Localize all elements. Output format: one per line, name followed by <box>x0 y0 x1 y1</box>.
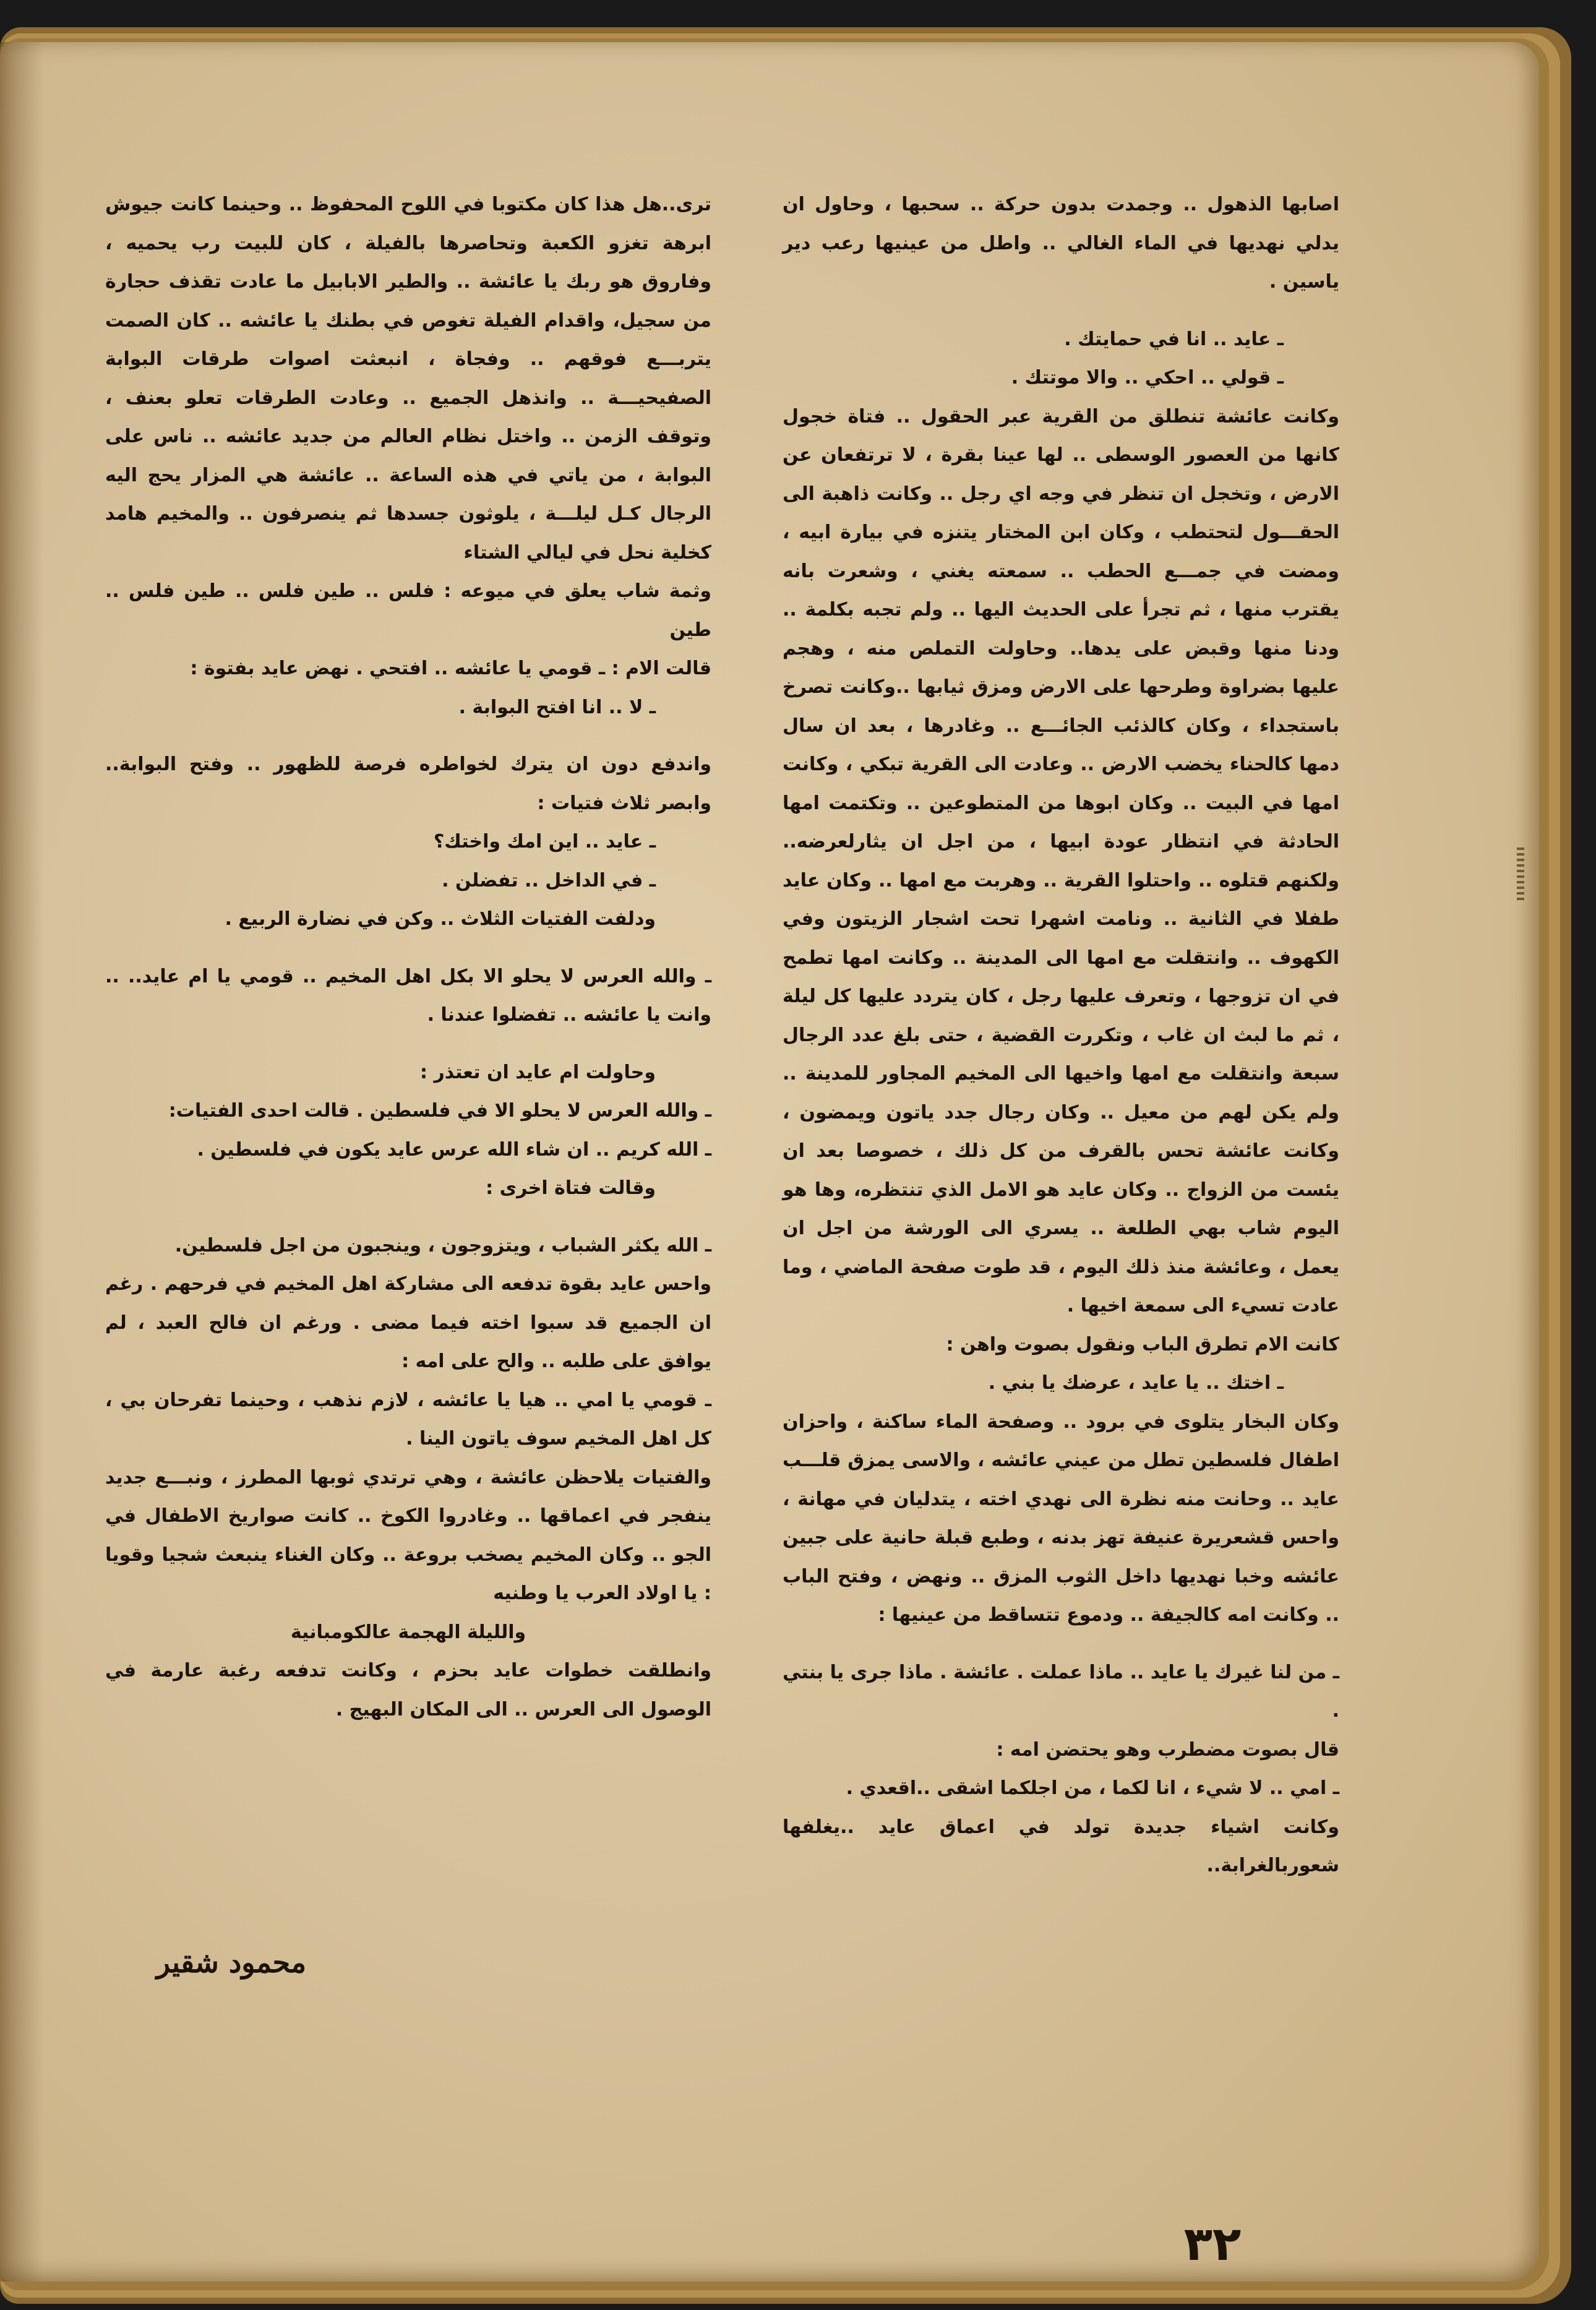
paragraph: ـ والله العرس لا يحلو الا في فلسطين . قالت احدى الفتيات: <box>168 1100 711 1122</box>
paragraph: ودلفت الفتيات الثلاث .. وكن في نضارة الربيع . <box>225 908 656 930</box>
paragraph: وكانت اشياء جديدة تولد في اعماق عايد ..يغلفها شعوربالغرابة.. <box>783 1816 1339 1876</box>
paragraph: وكانت عائشة تنطلق من القرية عبر الحقول .. فتاة خجول كانها من العصور الوسطى .. لها عينا بقرة ، لا ترتفعان عن الارض ، وتخجل ان تنظر في وجه اي رجل .. وكانت ذاهبة الى الحقـــول لتحتطب ، وكان ابن المختار يتنزه في بيارة ابيه ، ومضت في جمـــع الحطب .. سمعته يغني ، وشعرت بانه يقترب منها ، ثم تجرأ على الحديث اليها .. ولم تجبه بكلمة .. ودنا منها وقبض على يدها.. وحاولت التملص منه ، وهجم عليها بضراوة وطرحها على الارض ومزق ثيابها ..وكانت تصرخ باستجداء ، وكان كالذئب الجائـــع .. وغادرها ، بعد ان سال دمها كالحناء يخضب الارض .. وعادت الى القرية تبكي ، وكانت امها في البيت .. وكان ابوها من المتطوعين .. وتكتمت امها الحادثة في انتظار عودة ابيها ، من اجل ان يثارلعرضه.. ولكنهم قتلوه .. واحتلوا القرية .. وهربت مع امها .. وكان عايد طفلا في الثانية .. ونامت اشهرا تحت اشجار الزيتون وفي الكهوف .. وانتقلت مع امها الى المدينة .. وكانت امها تطمح في ان تزوجها ، وتعرف عليها رجل ، كان يتردد عليها كل ليلة ، ثم ما لبث ان غاب ، وتكررت القضية ، حتى بلغ عدد الرجال سبعة وانتقلت مع امها واخيها الى المخيم المجاور للمدينة .. ولم يكن لهم من معيل .. وكان رجال جدد ياتون ويمضون ، وكانت عائشة تحس بالقرف من كل ذلك ، خصوصا بعد ان يئست من الزواج .. وكان عايد هو الامل الذي تنتظره، وها هو اليوم شاب بهي الطلعة .. يسري الى الورشة من اجل ان يعمل ، وعائشة منذ ذلك اليوم ، قد طوت صفحة الماضي ، وما عادت تسيء الى سمعة اخيها . <box>783 405 1339 1316</box>
paragraph: ـ في الداخل .. تفضلن . <box>442 869 656 891</box>
paragraph: وثمة شاب يعلق في ميوعه : فلس .. طين فلس .. طين فلس .. طين <box>105 580 711 641</box>
paragraph: ـ الله كريم .. ان شاء الله عرس عايد يكون في فلسطين . <box>197 1138 711 1161</box>
paragraph: كانت الام تطرق الباب ونقول بصوت واهن : <box>946 1333 1339 1355</box>
paragraph: ـ اختك .. يا عايد ، عرضك يا بني . <box>988 1372 1284 1394</box>
paragraph: قال بصوت مضطرب وهو يحتضن امه : <box>996 1738 1339 1761</box>
paragraph: وكان البخار يتلوى في برود .. وصفحة الماء ساكنة ، واحزان اطفال فلسطين تطل من عيني عائشه ، والاسى يمزق قلـــب عايد .. وحانت منه نظرة الى نهدي اخته ، يتدليان في مهانة ، واحس قشعريرة عنيفة تهز بدنه ، وطبع قبلة حانية على جبين عائشه وخبا نهديها داخل الثوب المزق .. ونهض ، وفتح الباب .. وكانت امه كالجيفة .. ودموع تتساقط من عينيها : <box>783 1410 1339 1626</box>
paragraph: ـ عايد .. اين امك واختك؟ <box>433 831 656 852</box>
paragraph: والفتيات يلاحظن عائشة ، وهي ترتدي ثوبها المطرز ، ونبـــع جديد ينفجر في اعماقها .. وغادروا الكوخ .. كانت صواريخ الاطفال في الجو .. وكان المخيم يصخب بروعة .. وكان الغناء ينبعث شجيا وقويا : يا اولاد العرب يا وطنيه <box>105 1466 711 1604</box>
paragraph: ـ من لنا غيرك يا عايد .. ماذا عملت . عائشة . ماذا جرى يا بنتي . <box>783 1661 1339 1722</box>
paragraph: ـ والله العرس لا يحلو الا بكل اهل المخيم .. قومي يا ام عايد.. .. وانت يا عائشه .. تفضلوا عندنا . <box>105 965 711 1026</box>
paragraph: ترى..هل هذا كان مكتوبا في اللوح المحفوظ .. وحينما كانت جيوش ابرهة تغزو الكعبة وتحاصرها بالفيلة ، كان للبيت رب يحميه ، وفاروق هو ربك يا عائشة .. والطير الابابيل ما عادت تقذف حجارة من سجيل، واقدام الفيلة تغوص في بطنك يا عائشه .. كان الصمت يتربـــع فوقهم .. وفجاة ، انبعثت اصوات طرقات البوابة الصفيحيـــة .. وانذهل الجميع .. وعادت الطرقات تعلو بعنف ، وتوقف الزمن .. واختل نظام العالم من جديد عائشه .. ناس على البوابة ، من ياتي في هذه الساعة .. عائشة هي المزار يحج اليه الرجال كـل ليلـــة ، يلوثون جسدها ثم ينصرفون .. والمخيم هامد كخلية نحل في ليالي الشتاء <box>105 194 711 564</box>
paragraph: وقالت فتاة اخرى : <box>486 1177 656 1199</box>
paragraph: ـ الله يكثر الشباب ، ويتزوجون ، وينجبون من اجل فلسطين. <box>174 1234 711 1256</box>
paragraph: اصابها الذهول .. وجمدت بدون حركة .. سحبها ، وحاول ان يدلي نهديها في الماء الغالي .. واطل من عينيها رعب دير ياسين . <box>783 194 1339 293</box>
text-column-left <box>105 186 711 1729</box>
binding-marks <box>1517 848 1524 903</box>
author-signature: محمود شقير <box>156 1946 306 1979</box>
paragraph: ـ قولي .. احكي .. والا موتتك . <box>1011 367 1284 389</box>
page-number: ٣٢ <box>1183 2216 1242 2271</box>
paragraph: والليلة الهجمة عالكومبانية <box>290 1621 526 1643</box>
paragraph: ـ قومي يا امي .. هيا يا عائشه ، لازم نذهب ، وحينما تفرحان بي ، كل اهل المخيم سوف ياتون الينا . <box>105 1389 711 1449</box>
paragraph: واندفع دون ان يترك لخواطره فرصة للظهور .. وفتح البوابة.. وابصر ثلاث فتيات : <box>105 754 711 814</box>
paragraph: وانطلقت خطوات عايد بحزم ، وكانت تدفعه رغبة عارمة في الوصول الى العرس .. الى المكان البهيج . <box>105 1660 711 1720</box>
paragraph: ـ عايد .. انا في حمايتك . <box>1064 328 1284 350</box>
text-column-right <box>783 186 1339 1886</box>
paragraph: وحاولت ام عايد ان تعتذر : <box>420 1061 656 1083</box>
paragraph: واحس عايد بقوة تدفعه الى مشاركة اهل المخيم في فرحهم . رغم ان الجميع قد سبوا اخته فيما مضى . ورغم ان فالح العبد ، لم يوافق على طلبه .. والح على امه : <box>105 1273 711 1372</box>
paragraph: ـ لا .. انا افتح البوابة . <box>458 696 656 718</box>
spine-shadow <box>0 42 43 2282</box>
paragraph: ـ امي .. لا شيء ، انا لكما ، من اجلكما اشقى ..اقعدي . <box>846 1777 1339 1799</box>
paragraph: قالت الام : ـ قومي يا عائشه .. افتحي . نهض عايد بفتوة : <box>190 658 711 679</box>
